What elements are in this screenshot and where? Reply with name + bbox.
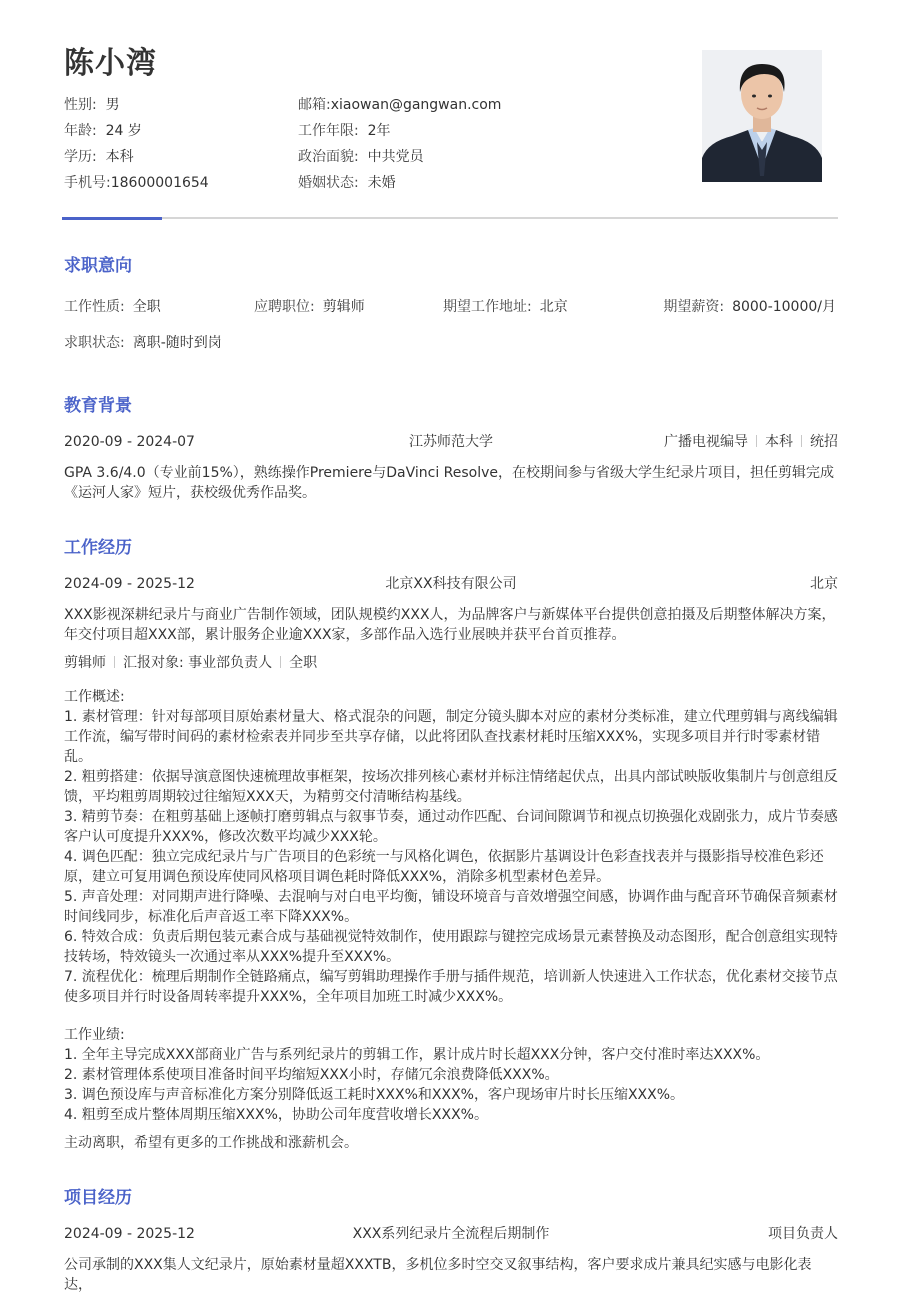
work-report: 汇报对象: 事业部负责人 xyxy=(123,655,273,671)
section-title-education: 教育背景 xyxy=(64,396,132,416)
achievement-item: 4. 粗剪至成片整体周期压缩XXX%，协助公司年度营收增长XXX%。 xyxy=(64,1107,488,1123)
header-divider-accent xyxy=(62,217,162,220)
work-city: 北京 xyxy=(810,576,838,592)
age-row xyxy=(64,121,142,141)
education-major: 广播电视编导 xyxy=(664,434,748,450)
education-description: GPA 3.6/4.0（专业前15%），熟练操作Premiere与DaVinci Resolve，在校期间参与省级大学生纪录片项目，担任剪辑完成《运河人家》短片，获校级优秀作品奖。 xyxy=(64,465,835,501)
intent-type-label: 工作性质: xyxy=(64,299,125,315)
work-leave-reason: 主动离职，希望有更多的工作挑战和涨薪机会。 xyxy=(64,1135,358,1151)
edu-row xyxy=(64,147,134,167)
achievement-item: 3. 调色预设库与声音标准化方案分别降低返工耗时XXX%和XXX%，客户现场审片时长压缩XXX%。 xyxy=(64,1087,685,1103)
work-header-row xyxy=(64,574,838,594)
gender-row xyxy=(64,95,120,115)
candidate-name: 陈小湾 xyxy=(64,46,157,81)
separator xyxy=(756,435,757,447)
marital-row xyxy=(298,173,396,193)
email-value: xiaowan@gangwan.com xyxy=(330,97,502,113)
intent-location-value: 北京 xyxy=(539,299,568,315)
section-title-intent: 求职意向 xyxy=(64,256,132,276)
intent-salary-value: 8000-10000/月 xyxy=(732,299,836,315)
education-school: 江苏师范大学 xyxy=(409,434,493,450)
education-mode: 统招 xyxy=(810,434,838,450)
separator xyxy=(114,656,115,668)
intent-status-label: 求职状态: xyxy=(64,335,125,351)
phone-label: 手机号: xyxy=(64,175,111,191)
profile-photo xyxy=(702,50,822,182)
overview-item: 6. 特效合成：负责后期包装元素合成与基础视觉特效制作，使用跟踪与键控完成场景元素替换及动态图形，配合创意组实现特技转场，特效镜头一次通过率从XXX%提升至XXX%。 xyxy=(64,929,838,965)
overview-item: 5. 声音处理：对同期声进行降噪、去混响与对白电平均衡，铺设环境音与音效增强空间感，协调作曲与配音环节确保音频素材时间线同步，标准化后声音返工率下降XXX%。 xyxy=(64,889,838,925)
work-role: 剪辑师 xyxy=(64,655,106,671)
education-header-row xyxy=(64,432,838,452)
project-date: 2024-09 - 2025-12 xyxy=(64,1226,195,1242)
age-label: 年龄: xyxy=(64,123,97,139)
work-achievement-title: 工作业绩: xyxy=(64,1027,125,1043)
header-divider xyxy=(62,217,838,219)
email-row xyxy=(298,95,501,115)
project-description: 公司承制的XXX集人文纪录片，原始素材量超XXXTB，多机位多时空交叉叙事结构，客户要求成片兼具纪实感与电影化表达， xyxy=(64,1257,812,1293)
overview-item: 7. 流程优化：梳理后期制作全链路痛点，编写剪辑助理操作手册与插件规范，培训新人快速进入工作状态，优化素材交接节点使多项目并行时设备周转率提升XXX%，全年项目加班工时减少XXX%。 xyxy=(64,969,838,1005)
overview-item: 1. 素材管理：针对每部项目原始素材量大、格式混杂的问题，制定分镜头脚本对应的素材分类标准，建立代理剪辑与离线编辑工作流，编写带时间码的素材检索表并同步至共享存储，以此将团队查找素材耗时压缩XXX%，实现多项目并行时零素材错乱。 xyxy=(64,709,838,765)
education-degree: 本科 xyxy=(765,434,793,450)
email-label: 邮箱: xyxy=(298,97,331,113)
intent-position xyxy=(254,297,365,317)
person-portrait-icon xyxy=(702,50,822,182)
marital-value: 未婚 xyxy=(367,175,396,191)
work-achievements xyxy=(64,1025,838,1125)
achievement-item: 1. 全年主导完成XXX部商业广告与系列纪录片的剪辑工作，累计成片时长超XXX分钟，客户交付准时率达XXX%。 xyxy=(64,1047,770,1063)
phone-row xyxy=(64,173,209,193)
work-jobtype: 全职 xyxy=(289,655,318,671)
politics-row xyxy=(298,147,424,167)
intent-status xyxy=(64,333,222,353)
work-company: 北京XX科技有限公司 xyxy=(385,576,517,592)
age-value: 24 岁 xyxy=(105,123,142,139)
achievement-item: 2. 素材管理体系使项目准备时间平均缩短XXX小时，存储冗余浪费降低XXX%。 xyxy=(64,1067,559,1083)
education-meta xyxy=(664,432,838,452)
separator xyxy=(801,435,802,447)
years-value: 2年 xyxy=(367,123,391,139)
work-company-intro: XXX影视深耕纪录片与商业广告制作领域，团队规模约XXX人，为品牌客户与新媒体平台提供创意拍摄及后期整体解决方案，年交付项目超XXX部，累计服务企业逾XXX家，多部作品入选行业展映并获平台首页推荐。 xyxy=(64,607,836,643)
section-title-project: 项目经历 xyxy=(64,1188,132,1208)
work-overview xyxy=(64,687,838,1007)
section-title-work: 工作经历 xyxy=(64,538,132,558)
politics-value: 中共党员 xyxy=(367,149,424,165)
education-date: 2020-09 - 2024-07 xyxy=(64,434,195,450)
edu-label: 学历: xyxy=(64,149,97,165)
separator xyxy=(280,656,281,668)
work-overview-title: 工作概述: xyxy=(64,689,125,705)
project-header-row xyxy=(64,1224,838,1244)
overview-item: 2. 粗剪搭建：依据导演意图快速梳理故事框架，按场次排列核心素材并标注情绪起伏点，出具内部试映版收集制片与创意组反馈，平均粗剪周期较过往缩短XXX天，为精剪交付清晰结构基线。 xyxy=(64,769,838,805)
project-name: XXX系列纪录片全流程后期制作 xyxy=(352,1226,550,1242)
intent-position-label: 应聘职位: xyxy=(254,299,315,315)
gender-label: 性别: xyxy=(64,97,97,113)
edu-value: 本科 xyxy=(105,149,134,165)
years-label: 工作年限: xyxy=(298,123,359,139)
years-row xyxy=(298,121,391,141)
politics-label: 政治面貌: xyxy=(298,149,359,165)
intent-salary xyxy=(663,297,836,317)
intent-salary-label: 期望薪资: xyxy=(663,299,725,315)
work-role-row xyxy=(64,653,838,673)
project-role: 项目负责人 xyxy=(768,1226,838,1242)
marital-label: 婚姻状态: xyxy=(298,175,359,191)
overview-item: 3. 精剪节奏：在粗剪基础上逐帧打磨剪辑点与叙事节奏，通过动作匹配、台词间隙调节和视点切换强化戏剧张力，成片节奏感客户认可度提升XXX%，修改次数平均减少XXX轮。 xyxy=(64,809,838,845)
intent-location xyxy=(443,297,568,317)
gender-value: 男 xyxy=(105,97,120,113)
intent-type-value: 全职 xyxy=(132,299,161,315)
intent-location-label: 期望工作地址: xyxy=(443,299,532,315)
intent-type xyxy=(64,297,161,317)
overview-item: 4. 调色匹配：独立完成纪录片与广告项目的色彩统一与风格化调色，依据影片基调设计色彩查找表并与摄影指导校准色彩还原，建立可复用调色预设库使同风格项目调色耗时降低XXX%，消除多机型素材色差异。 xyxy=(64,849,824,885)
intent-position-value: 剪辑师 xyxy=(322,299,365,315)
phone-value: 18600001654 xyxy=(110,175,209,191)
work-date: 2024-09 - 2025-12 xyxy=(64,576,195,592)
intent-status-value: 离职-随时到岗 xyxy=(132,335,222,351)
